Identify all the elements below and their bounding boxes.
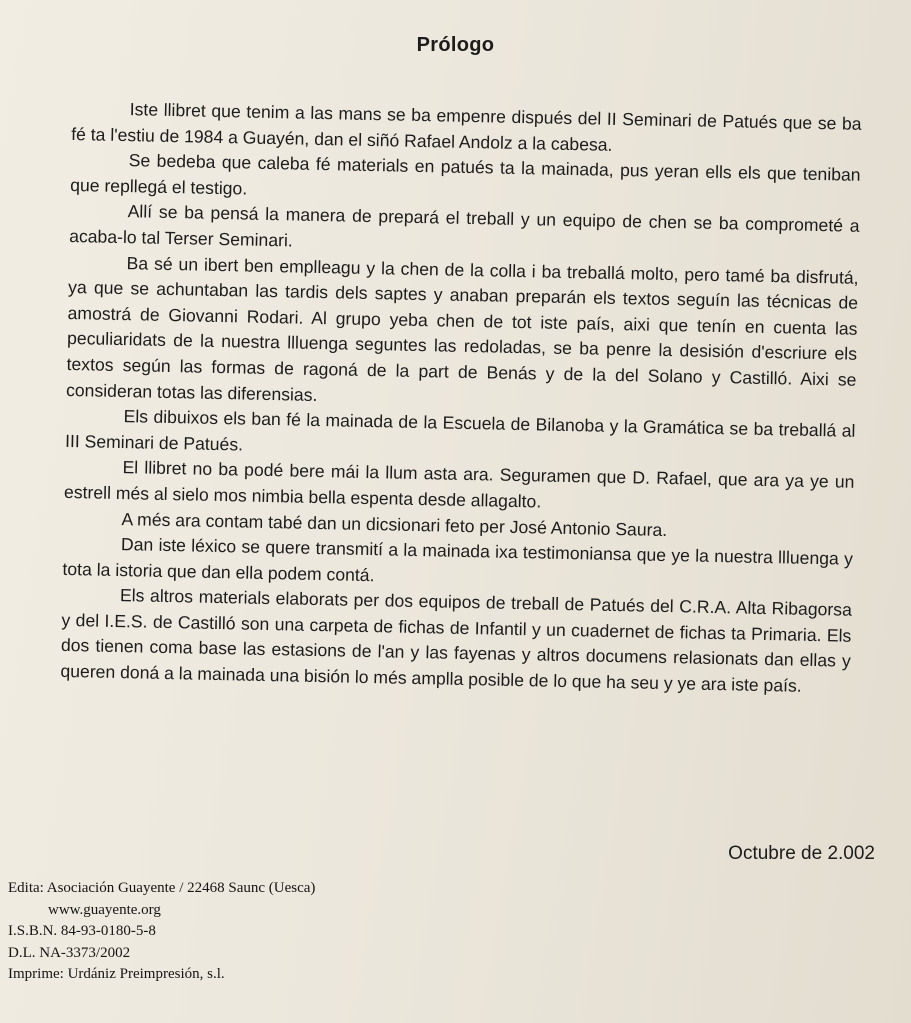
paragraph: Els dibuixos els ban fé la mainada de la Escuela de Bilanoba y la Gramática se ba treballá al III Seminari de Patués. <box>64 406 856 455</box>
page-title: Prólogo <box>416 34 495 56</box>
date-line: Octubre de 2.002 <box>728 843 875 864</box>
website-line: www.guayente.org <box>48 901 161 918</box>
isbn-line: I.S.B.N. 84-93-0180-5-8 <box>8 923 156 939</box>
publisher-line: Edita: Asociación Guayente / 22468 Saunc (Uesca) <box>8 880 316 896</box>
paragraph: Iste llibret que tenim a las mans se ba empenre dispués del II Seminari de Patués que se ba fé ta l'estiu de 1984 a Guayén, dan el siñó Rafael Andolz a la cabesa. <box>71 99 862 155</box>
legal-deposit-line: D.L. NA-3373/2002 <box>8 944 131 961</box>
paragraph: Ba sé un ibert ben emplleagu y la chen de la colla i ba treballá molto, pero tamé ba disfrutá, ya que se achuntaban las tardis dels saptes y anaban preparán els textos seguín las técnicas de amostrá de Giovanni Rodari. Al grupo yeba chen de tot iste país, aixi que tenín en cuenta las peculiaridats de la nuestra llluenga seguntes las redoladas, se ba penre la desisión d'escriure els textos según las formas de ragoná de la part de Benás y de la del Solano y Castilló. Aixi se consideran totas las diferensias. <box>65 252 859 405</box>
paragraph: Dan iste léxico se quere transmití a la mainada ixa testimoniansa que ye la nuestra llluenga y tota la istoria que dan ella podem contá. <box>62 534 854 585</box>
colophon <box>8 878 315 986</box>
paragraph: A més ara contam tabé dan un dicsionari feto per José Antonio Saura. <box>121 508 668 540</box>
paragraph: Allí se ba pensá la manera de prepará el treball y un equipo de chen se ba comprometé a acaba-lo tal Terser Seminari. <box>68 201 860 251</box>
paragraph: Els altros materials elaborats per dos equipos de treball de Patués del C.R.A. Alta Ribagorsa y del I.E.S. de Castilló son una carpeta de fichas de Infantil y un cuadernet de fichas ta Primaria. Els dos tienen coma base las estasions de l'an y las fayenas y altros documens relasionats dan ellas y queren doná a la mainada una bisión lo més amplla posible de lo que ha seu y ye ara iste país. <box>60 585 853 696</box>
printer-line: Imprime: Urdániz Preimpresión, s.l. <box>8 966 225 982</box>
prologue-body <box>60 96 862 700</box>
paragraph: El llibret no ba podé bere mái la llum asta ara. Seguramen que D. Rafael, que ara ya ye un estrell més al sielo mos nimbia bella espenta desde allagalto. <box>63 457 855 512</box>
paragraph: Se bedeba que caleba fé materials en patués ta la mainada, pus yeran ells els que teniban que repllegá el testigo. <box>70 150 861 199</box>
